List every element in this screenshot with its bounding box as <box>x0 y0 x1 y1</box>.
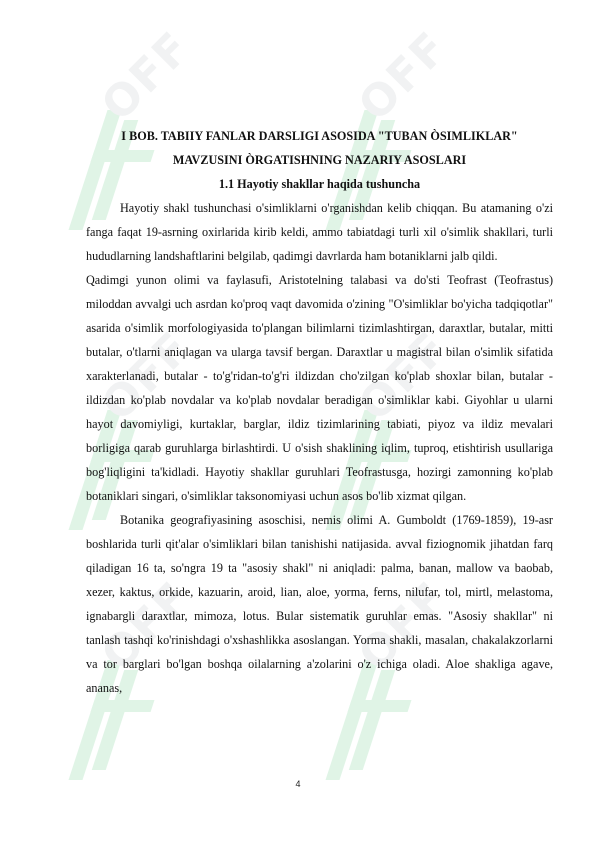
chapter-title-line-1: I BOB. TABIIY FANLAR DARSLIGI ASOSIDA "TUBAN ÒSIMLIKLAR" <box>121 129 518 143</box>
watermark-text: OFF <box>91 571 202 681</box>
watermark-text: OFF <box>91 321 202 431</box>
watermark-text: OFF <box>348 21 459 131</box>
paragraph-3: Botanika geografiyasining asoschisi, nemis olimi A. Gumboldt (1769-1859), 19-asr boshlarida turli qit'alar o'simliklari bilan tanishishi natijasida. avval fiziognomik jihatdan farq qiladigan 16 ta, so'ngra 19 ta "asosiy shakl" ni aniqladi: palma, banan, mallow va baobab, xezer, kaktus, orkide, kazuarin, aroid, lian, aloe, yorma, ferns, nilufar, tol, mirtl, melastoma, ignabargli daraxtlar, mimoza, lotus. Bular sistematik guruhlar emas. "Asosiy shakllar" ni tanlash tashqi ko'rinishdagi o'xshashlikka asoslangan. Yorma shakli, masalan, chakalakzorlarni va tor barglari bo'lgan boshqa oilalarning a'zolarini o'z ichiga oladi. Aloe shakliga agave, ananas, <box>86 513 553 695</box>
page-number: 4 <box>295 779 301 789</box>
paragraph-2: Qadimgi yunon olimi va faylasufi, Aristotelning talabasi va do'sti Teofrast (Teofrastus) miloddan avvalgi uch asrdan ko'proq vaqt davomida o'zining "O'simliklar bo'yicha tadqiqotlar" asarida o'simlik morfologiyasida to'plangan bilimlarni tizimlashtirgan, daraxtlar, butalar, mitti butalar, o'tlarni aniqlagan va ularga tavsif bergan. Daraxtlar u magistral bilan o'simlik sifatida xarakterlanadi, butalar - to'g'ridan-to'g'ri ildizdan cho'zilgan ko'plab shoxlar bilan, butalar - ildizdan ko'plab novdalar va ko'plab novdalar beradigan o'simliklar kabi. Giyohlar u ularni hayot davomiyligi, kurtaklar, barglar, ildiz tizimlarining tabiati, piyoz va ildiz mevalari borligiga qarab guruhlarga birlashtirdi. U o'sish shaklining iqlim, tuproq, etishtirish usullariga bog'liqligini ta'kidladi. Hayotiy shakllar guruhlari Teofrastusga, hozirgi zamonning ko'plab botaniklari singari, o'simliklar taksonomiyasi uchun asos bo'lib xizmat qilgan. <box>86 273 553 503</box>
watermark-text: OFF <box>91 21 202 131</box>
page-body <box>86 124 553 700</box>
chapter-title-line-2: MAVZUSINI ÒRGATISHNING NAZARIY ASOSLARI <box>172 153 467 167</box>
paragraph-1: Hayotiy shakl tushunchasi o'simliklarni o'rganishdan kelib chiqqan. Bu atamaning o'zi fanga faqat 19-asrning oxirlarida kirib keldi, ammo tabiatdagi turli xil o'simlik shakllari, turli hududlarning landshaftlarini belgilab, qadimgi davrlarda ham botaniklarni jalb qildi. <box>86 201 553 263</box>
watermark-text: OFF <box>348 571 459 681</box>
watermark-text: OFF <box>348 321 459 431</box>
section-heading: 1.1 Hayotiy shakllar haqida tushuncha <box>218 177 421 191</box>
